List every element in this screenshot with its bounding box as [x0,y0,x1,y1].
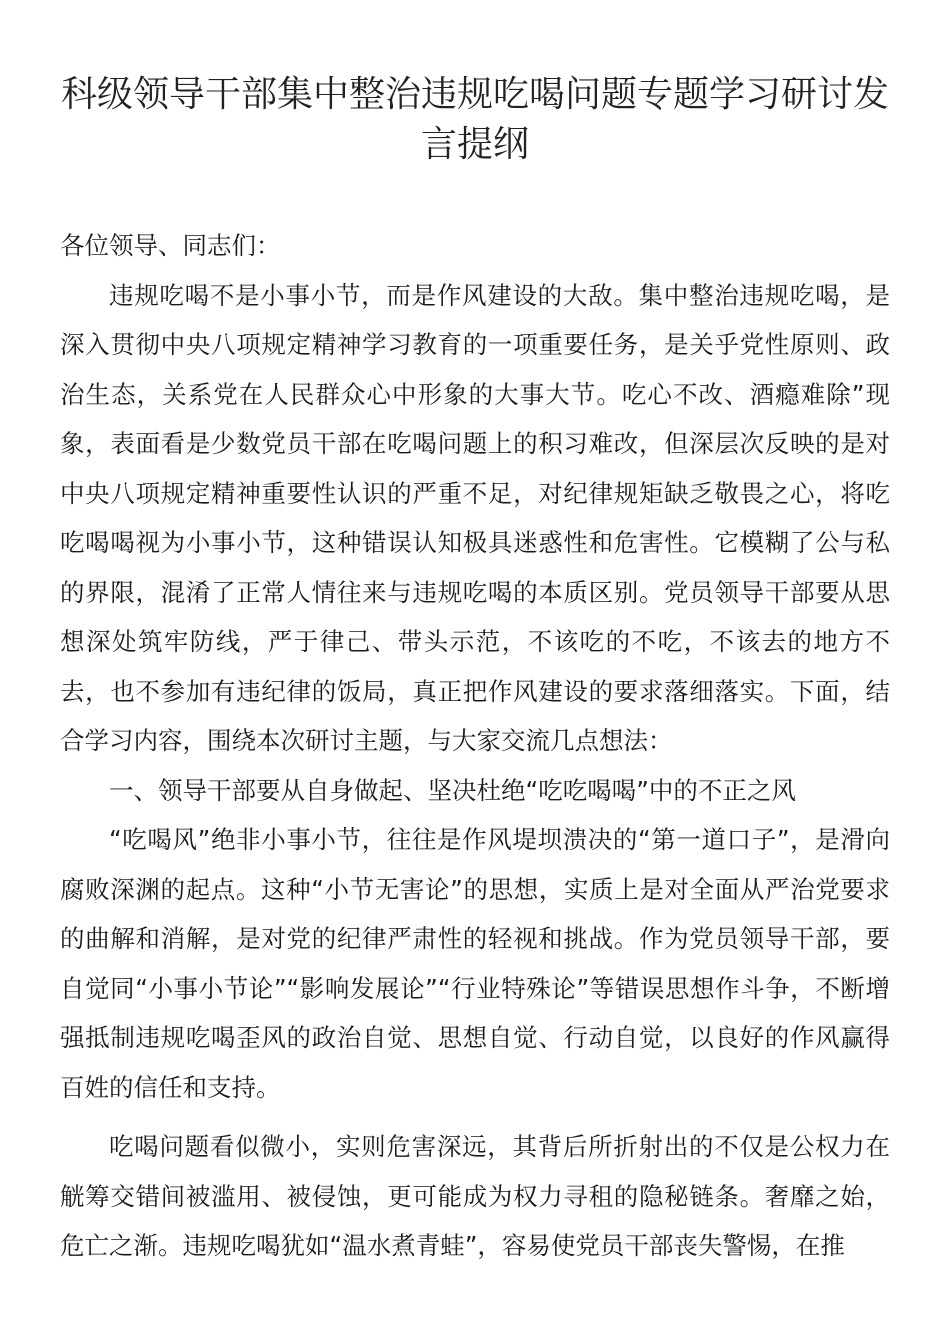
salutation: 各位领导、同志们： [60,231,281,260]
document-body [60,221,890,1271]
section-heading: 一、领导干部要从自身做起、坚决杜绝“吃吃喝喝”中的不正之风 [109,775,796,805]
intro-paragraph: 违规吃喝不是小事小节，而是作风建设的大敌。集中整治违规吃喝，是深入贯彻中央八项规定精神学习教育的一项重要任务，是关乎党性原则、政治生态，关系党在人民群众心中形象的大事大节。吃心不改、酒瘾难除”现象，表面看是少数党员干部在吃喝问题上的积习难改，但深层次反映的是对中央八项规定精神重要性认识的严重不足，对纪律规矩缺乏敬畏之心，将吃吃喝喝视为小事小节，这种错误认知极具迷惑性和危害性。它模糊了公与私的界限，混淆了正常人情往来与违规吃喝的本质区别。党员领导干部要从思想深处筑牢防线，严于律己、带头示范，不该吃的不吃，不该去的地方不去，也不参加有违纪律的饭局，真正把作风建设的要求落细落实。下面，结合学习内容，围绕本次研讨主题，与大家交流几点想法： [60,280,890,755]
body-paragraph: “吃喝风”绝非小事小节，往往是作风堤坝溃决的“第一道口子”，是滑向腐败深渊的起点。这种“小节无害论”的思想，实质上是对全面从严治党要求的曲解和消解，是对党的纪律严肃性的轻视和挑战。作为党员领导干部，要自觉同“小事小节论”“影响发展论”“行业特殊论”等错误思想作斗争，不断增强抵制违规吃喝歪风的政治自觉、思想自觉、行动自觉，以良好的作风赢得百姓的信任和支持。 [60,825,890,1102]
document-title: 科级领导干部集中整治违规吃喝问题专题学习研讨发言提纲 [60,74,889,165]
body-paragraph: 吃喝问题看似微小，实则危害深远，其背后所折射出的不仅是公权力在觥筹交错间被滥用、被侵蚀，更可能成为权力寻租的隐秘链条。奢靡之始，危亡之渐。违规吃喝犹如“温水煮青蛙”，容易使党员干部丧失警惕，在推 [60,1132,890,1260]
